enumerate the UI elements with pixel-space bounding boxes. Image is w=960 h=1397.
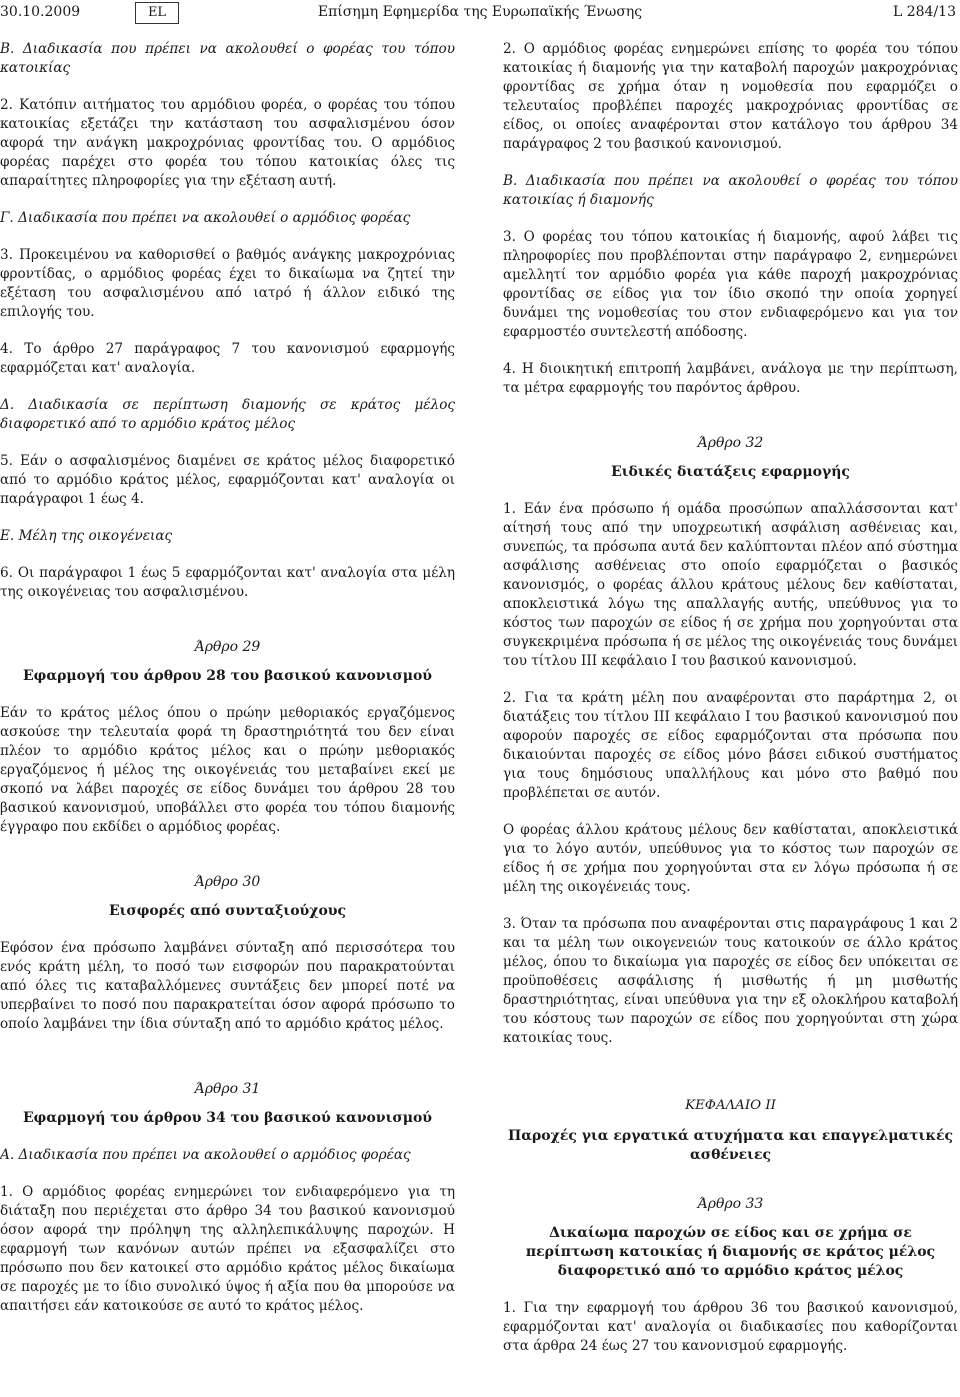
language-code-box: EL — [135, 2, 179, 24]
article-32-paragraph-2: 2. Για τα κράτη μέλη που αναφέρονται στο παράρτημα 2, οι διατάξεις του τίτλου ΙΙΙ κεφάλαιο Ι του βασικού κανονισμού που αφορούν παροχές σε είδος εφαρμόζονται στα πρόσωπα που δικαιούνται παροχές σε είδος μόνο βάσει ειδικού συστήματος για τους δημόσιους υπαλλήλους και μόνο στο βαθμό που προβλέπεται σε αυτόν. — [503, 690, 958, 801]
article-33-paragraph-1: 1. Για την εφαρμογή του άρθρου 36 του βασικού κανονισμού, εφαρμόζονται κατ' αναλογία οι διαδικασίες που καθορίζονται στα άρθρα 24 έως 27 του κανονισμού εφαρμογής. — [503, 1300, 958, 1354]
article-31-paragraph-1: 1. Ο αρμόδιος φορέας ενημερώνει τον ενδιαφερόμενο για τη διάταξη που περιέχεται στο άρθρο 34 του βασικού κανονισμού όσον αφορά την πρόληψη της αλληλεπικάλυψης παροχών. Η εφαρμογή των κανόνων αυτών πρέπει να εξασφαλίζει στο πρόσωπο που δεν κατοικεί στο αρμόδιο κράτος μέλος δικαίωμα σε παροχές με το ίδιο συνολικό ύψος ή αξία που θα μπορούσε να απαιτήσει εάν κατοικούσε σε αυτό το κράτος μέλος. — [0, 1184, 455, 1314]
section-a-title: Α. Διαδικασία που πρέπει να ακολουθεί ο αρμόδιος φορέας — [0, 1147, 411, 1163]
article-33-title: Άρθρο 33 — [697, 1196, 764, 1212]
chapter-label: ΚΕΦΑΛΑΙΟ ΙΙ — [685, 1098, 776, 1113]
article-29-text: Εάν το κράτος μέλος όπου ο πρώην μεθοριακός εργαζόμενος ασκούσε την τελευταία φορά τη δραστηριότητά του δεν είναι πλέον το αρμόδιο κράτος μέλος και ο πρώην μεθοριακός εργαζόμενος ή μέλος της οικογένειάς του μεταβαίνει εκεί με σκοπό να λάβει παροχές σε είδος δυνάμει του άρθρου 28 του βασικού κανονισμού, υποβάλλει στο φορέα του τόπου διαμονής έγγραφο που εκδίδει ο αρμόδιος φορέας. — [0, 705, 455, 835]
article-31-heading: Εφαρμογή του άρθρου 34 του βασικού κανονισμού — [22, 1110, 433, 1126]
article-30-title: Άρθρο 30 — [194, 874, 261, 890]
page-header — [0, 0, 960, 28]
publication-date: 30.10.2009 — [0, 4, 81, 20]
article-29-heading: Εφαρμογή του άρθρου 28 του βασικού κανονισμού — [22, 668, 433, 684]
article-32-paragraph-3: 3. Όταν τα πρόσωπα που αναφέρονται στις παραγράφους 1 και 2 και τα μέλη των οικογενειών τους κατοικούν σε άλλο κράτος μέλος, όπου το δικαίωμα για παροχές σε είδος δεν υπόκειται σε προϋποθέσεις ασφάλισης ή μισθωτής ή μη μισθωτής δραστηριότητας, είναι υπεύθυνα για την εξ ολοκλήρου καταβολή του κόστους των παροχών σε είδος που χορηγούνται στη χώρα κατοικίας τους. — [503, 916, 958, 1046]
article-29-title: Άρθρο 29 — [194, 639, 261, 655]
page-number: L 284/13 — [893, 4, 956, 20]
chapter-heading: Παροχές για εργατικά ατυχήματα και επαγγελματικές ασθένειες — [508, 1128, 953, 1163]
section-e-title: Ε. Μέλη της οικογένειας — [0, 528, 173, 544]
section-b-title: Β. Διαδικασία που πρέπει να ακολουθεί ο φορέας του τόπου κατοικίας — [0, 41, 455, 76]
right-paragraph-4: 4. Η διοικητική επιτροπή λαμβάνει, ανάλογα με την περίπτωση, τα μέτρα εφαρμογής του παρόντος άρθρου. — [503, 361, 958, 396]
paragraph-3: 3. Προκειμένου να καθορισθεί ο βαθμός ανάγκης μακροχρόνιας φροντίδας, ο αρμόδιος φορέας έχει το δικαίωμα να ζητεί την εξέταση του ασφαλισμένου από ιατρό ή άλλον ειδικό της επιλογής του. — [0, 247, 455, 320]
paragraph-4: 4. Το άρθρο 27 παράγραφος 7 του κανονισμού εφαρμογής εφαρμόζεται κατ' αναλογία. — [0, 341, 455, 376]
article-32-paragraph-2b: Ο φορέας άλλου κράτους μέλους δεν καθίσταται, αποκλειστικά για το λόγο αυτόν, υπεύθυνος για το κόστος των παροχών σε είδος ή σε χρήμα που χορηγούνται στα εν λόγω πρόσωπα ή σε μέλη της οικογένειάς τους. — [503, 822, 958, 895]
right-paragraph-3: 3. Ο φορέας του τόπου κατοικίας ή διαμονής, αφού λάβει τις πληροφορίες που προβλέπονται στην παράγραφο 2, ενημερώνει αμελλητί τον αρμόδιο φορέα για κάθε παροχή μακροχρόνιας φροντίδας σε είδος για τον ίδιο σκοπό την οποία χορηγεί δυνάμει της νομοθεσίας του στον ενδιαφερόμενο και για τον εφαρμοστέο συντελεστή απόδοσης. — [503, 229, 958, 340]
section-g-title: Γ. Διαδικασία που πρέπει να ακολουθεί ο αρμόδιος φορέας — [0, 210, 411, 226]
paragraph-2: 2. Κατόπιν αιτήματος του αρμόδιου φορέα, ο φορέας του τόπου κατοικίας εξετάζει την κατάσταση του ασφαλισμένου όσον αφορά την ανάγκη μακροχρόνιας φροντίδας του. Ο αρμόδιος φορέας παρέχει στο φορέα του τόπου κατοικίας όλες τις απαραίτητες πληροφορίες για την εξέταση αυτή. — [0, 97, 455, 189]
right-paragraph-2: 2. Ο αρμόδιος φορέας ενημερώνει επίσης το φορέα του τόπου κατοικίας ή διαμονής για την καταβολή παροχών μακροχρόνιας φροντίδας σε χρήμα όταν η νομοθεσία που εφαρμόζει ο τελευταίος προβλέπει παροχές μακροχρόνιας φροντίδας σε είδος, οι οποίες αναφέρονται στον κατάλογο του άρθρου 34 παράγραφος 2 του βασικού κανονισμού. — [503, 41, 958, 152]
article-33-heading: Δικαίωμα παροχών σε είδος και σε χρήμα σε περίπτωση κατοικίας ή διαμονής σε κράτος μέλος διαφορετικό από το αρμόδιο κράτος μέλος — [525, 1225, 936, 1279]
paragraph-6: 6. Οι παράγραφοι 1 έως 5 εφαρμόζονται κατ' αναλογία στα μέλη της οικογένειας του ασφαλισμένου. — [0, 565, 455, 600]
right-column — [503, 40, 958, 1356]
article-31-title: Άρθρο 31 — [194, 1081, 261, 1097]
article-32-paragraph-1: 1. Εάν ένα πρόσωπο ή ομάδα προσώπων απαλλάσσονται κατ' αίτησή τους από την υποχρεωτική ασφάλιση ασθένειας και, συνεπώς, τα πρόσωπα αυτά δεν καλύπτονται πλέον από σύστημα ασφάλισης ασθένειας στο οποίο εφαρμόζεται ο βασικός κανονισμός, ο φορέας άλλου κράτους μέλους δεν καθίσταται, αποκλειστικά λόγω της απαλλαγής αυτής, υπεύθυνος για το κόστος των παροχών σε είδος ή σε χρήμα που χορηγούνται στα συγκεκριμένα πρόσωπα ή σε μέλος της οικογένειάς τους δυνάμει του τίτλου ΙΙΙ κεφάλαιο Ι του βασικού κανονισμού. — [503, 501, 958, 669]
paragraph-5: 5. Εάν ο ασφαλισμένος διαμένει σε κράτος μέλος διαφορετικό από το αρμόδιο κράτος μέλος, εφαρμόζονται κατ' αναλογία οι παράγραφοι 1 έως 4. — [0, 453, 455, 507]
article-30-heading: Εισφορές από συνταξιούχους — [108, 903, 347, 919]
journal-title: Επίσημη Εφημερίδα της Ευρωπαϊκής Ένωσης — [317, 4, 643, 20]
article-32-title: Άρθρο 32 — [697, 435, 764, 451]
article-32-heading: Ειδικές διατάξεις εφαρμογής — [611, 464, 850, 480]
left-column — [0, 40, 455, 1316]
section-d-title: Δ. Διαδικασία σε περίπτωση διαμονής σε κράτος μέλος διαφορετικό από το αρμόδιο κράτος μέλος — [0, 397, 455, 432]
right-section-b-title: Β. Διαδικασία που πρέπει να ακολουθεί ο φορέας του τόπου κατοικίας ή διαμονής — [503, 173, 958, 208]
article-30-text: Εφόσον ένα πρόσωπο λαμβάνει σύνταξη από περισσότερα του ενός κράτη μέλη, το ποσό των εισφορών που παρακρατούνται από όλες τις καταβαλλόμενες συντάξεις δεν μπορεί ποτέ να υπερβαίνει το ποσό που παρακρατείται όσον αφορά πρόσωπο το οποίο λαμβάνει την ίδια σύνταξη από το αρμόδιο κράτος μέλος. — [0, 940, 455, 1032]
